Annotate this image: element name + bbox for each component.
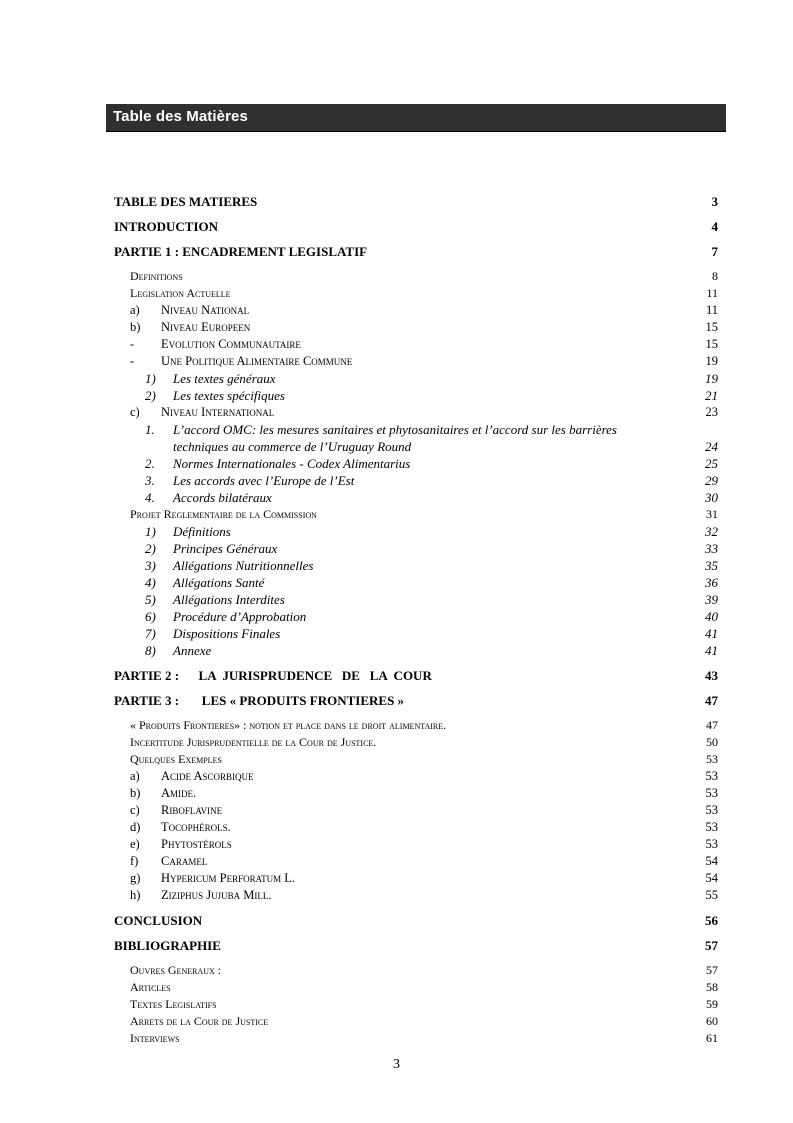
toc-entry-procedure-approbation[interactable]: 6) Procédure d’Approbation 40 [145, 609, 718, 624]
toc-header-banner [106, 104, 726, 131]
toc-entry-accords-europe-est[interactable]: 3. Les accords avec l’Europe de l’Est 29 [145, 473, 718, 488]
toc-entry-arrets-cour[interactable]: Arrets de la Cour de Justice 60 [130, 1014, 718, 1028]
toc-entry-conclusion[interactable]: CONCLUSION 56 [114, 913, 718, 928]
toc-entry-codex-alimentarius[interactable]: 2. Normes Internationales - Codex Alimentarius 25 [145, 456, 718, 471]
toc-entry-table-des-matieres[interactable]: TABLE DES MATIERES 3 [114, 194, 718, 209]
toc-entry-niveau-europeen[interactable]: b) Niveau Europeen 15 [130, 320, 718, 334]
toc-entry-textes-generaux[interactable]: 1) Les textes généraux 19 [145, 371, 718, 386]
toc-entry-legislation-actuelle[interactable]: Legislation Actuelle 11 [130, 286, 718, 300]
toc-entry-annexe[interactable]: 8) Annexe 41 [145, 643, 718, 658]
toc-entry-ouvres-generaux[interactable]: Ouvres Generaux : 57 [130, 963, 718, 977]
toc-entry-produits-frontieres[interactable]: « Produits Frontieres» : notion et place dans le droit alimentaire. 47 [130, 718, 718, 732]
toc-entry-hypericum[interactable]: g) Hypericum Perforatum L. 54 [130, 871, 718, 885]
page-number: 3 [393, 1057, 400, 1072]
toc-entry-principes-generaux[interactable]: 2) Principes Généraux 33 [145, 541, 718, 556]
toc-entry-textes-specifiques[interactable]: 2) Les textes spécifiques 21 [145, 388, 718, 403]
toc-entry-niveau-national[interactable]: a) Niveau National 11 [130, 303, 718, 317]
toc-entry-evolution-communautaire[interactable]: - Evolution Communautaire 15 [130, 337, 718, 351]
toc-entry-phytosterols[interactable]: e) Phytostérols 53 [130, 837, 718, 851]
toc-entry-definitions-2[interactable]: 1) Définitions 32 [145, 524, 718, 539]
toc-entry-riboflavine[interactable]: c) Riboflavine 53 [130, 803, 718, 817]
toc-entry-quelques-exemples[interactable]: Quelques Exemples 53 [130, 752, 718, 766]
toc-entry-niveau-international[interactable]: c) Niveau International 23 [130, 405, 718, 419]
table-of-contents [114, 193, 718, 1047]
toc-entry-partie-2[interactable]: PARTIE 2 : LA JURISPRUDENCE DE LA COUR 43 [114, 668, 718, 683]
toc-entry-politique-alimentaire[interactable]: - Une Politique Alimentaire Commune 19 [130, 354, 718, 368]
toc-entry-bibliographie[interactable]: BIBLIOGRAPHIE 57 [114, 938, 718, 953]
toc-entry-allegations-nutritionnelles[interactable]: 3) Allégations Nutritionnelles 35 [145, 558, 718, 573]
toc-entry-interviews[interactable]: Interviews 61 [130, 1031, 718, 1045]
toc-entry-accord-omc[interactable]: 1. L’accord OMC: les mesures sanitaires et phytosanitaires et l’accord sur les barrières techniques au commerce de l’Uruguay Round 24 [145, 422, 718, 454]
toc-entry-tocopherols[interactable]: d) Tocophérols. 53 [130, 820, 718, 834]
toc-entry-accords-bilateraux[interactable]: 4. Accords bilatéraux 30 [145, 490, 718, 505]
toc-entry-allegations-sante[interactable]: 4) Allégations Santé 36 [145, 575, 718, 590]
toc-entry-articles[interactable]: Articles 58 [130, 980, 718, 994]
toc-entry-partie-1[interactable]: PARTIE 1 : ENCADREMENT LEGISLATIF 7 [114, 244, 718, 259]
toc-entry-partie-3[interactable]: PARTIE 3 : LES « PRODUITS FRONTIERES » 47 [114, 693, 718, 708]
toc-entry-incertitude[interactable]: Incertitude Jurisprudentielle de la Cour de Justice. 50 [130, 735, 718, 749]
page-title: Table des Matières [113, 108, 248, 125]
toc-entry-amide[interactable]: b) Amide. 53 [130, 786, 718, 800]
toc-entry-acide-ascorbique[interactable]: a) Acide Ascorbique 53 [130, 769, 718, 783]
toc-entry-introduction[interactable]: INTRODUCTION 4 [114, 219, 718, 234]
toc-entry-definitions[interactable]: Definitions 8 [130, 269, 718, 283]
toc-entry-projet-reglementaire[interactable]: Projet Reglementaire de la Commission 31 [130, 507, 718, 521]
toc-entry-ziziphus[interactable]: h) Ziziphus Jujuba Mill. 55 [130, 888, 718, 902]
toc-entry-textes-legislatifs[interactable]: Textes Legislatifs 59 [130, 997, 718, 1011]
toc-entry-allegations-interdites[interactable]: 5) Allégations Interdites 39 [145, 592, 718, 607]
toc-entry-dispositions-finales[interactable]: 7) Dispositions Finales 41 [145, 626, 718, 641]
toc-entry-caramel[interactable]: f) Caramel 54 [130, 854, 718, 868]
